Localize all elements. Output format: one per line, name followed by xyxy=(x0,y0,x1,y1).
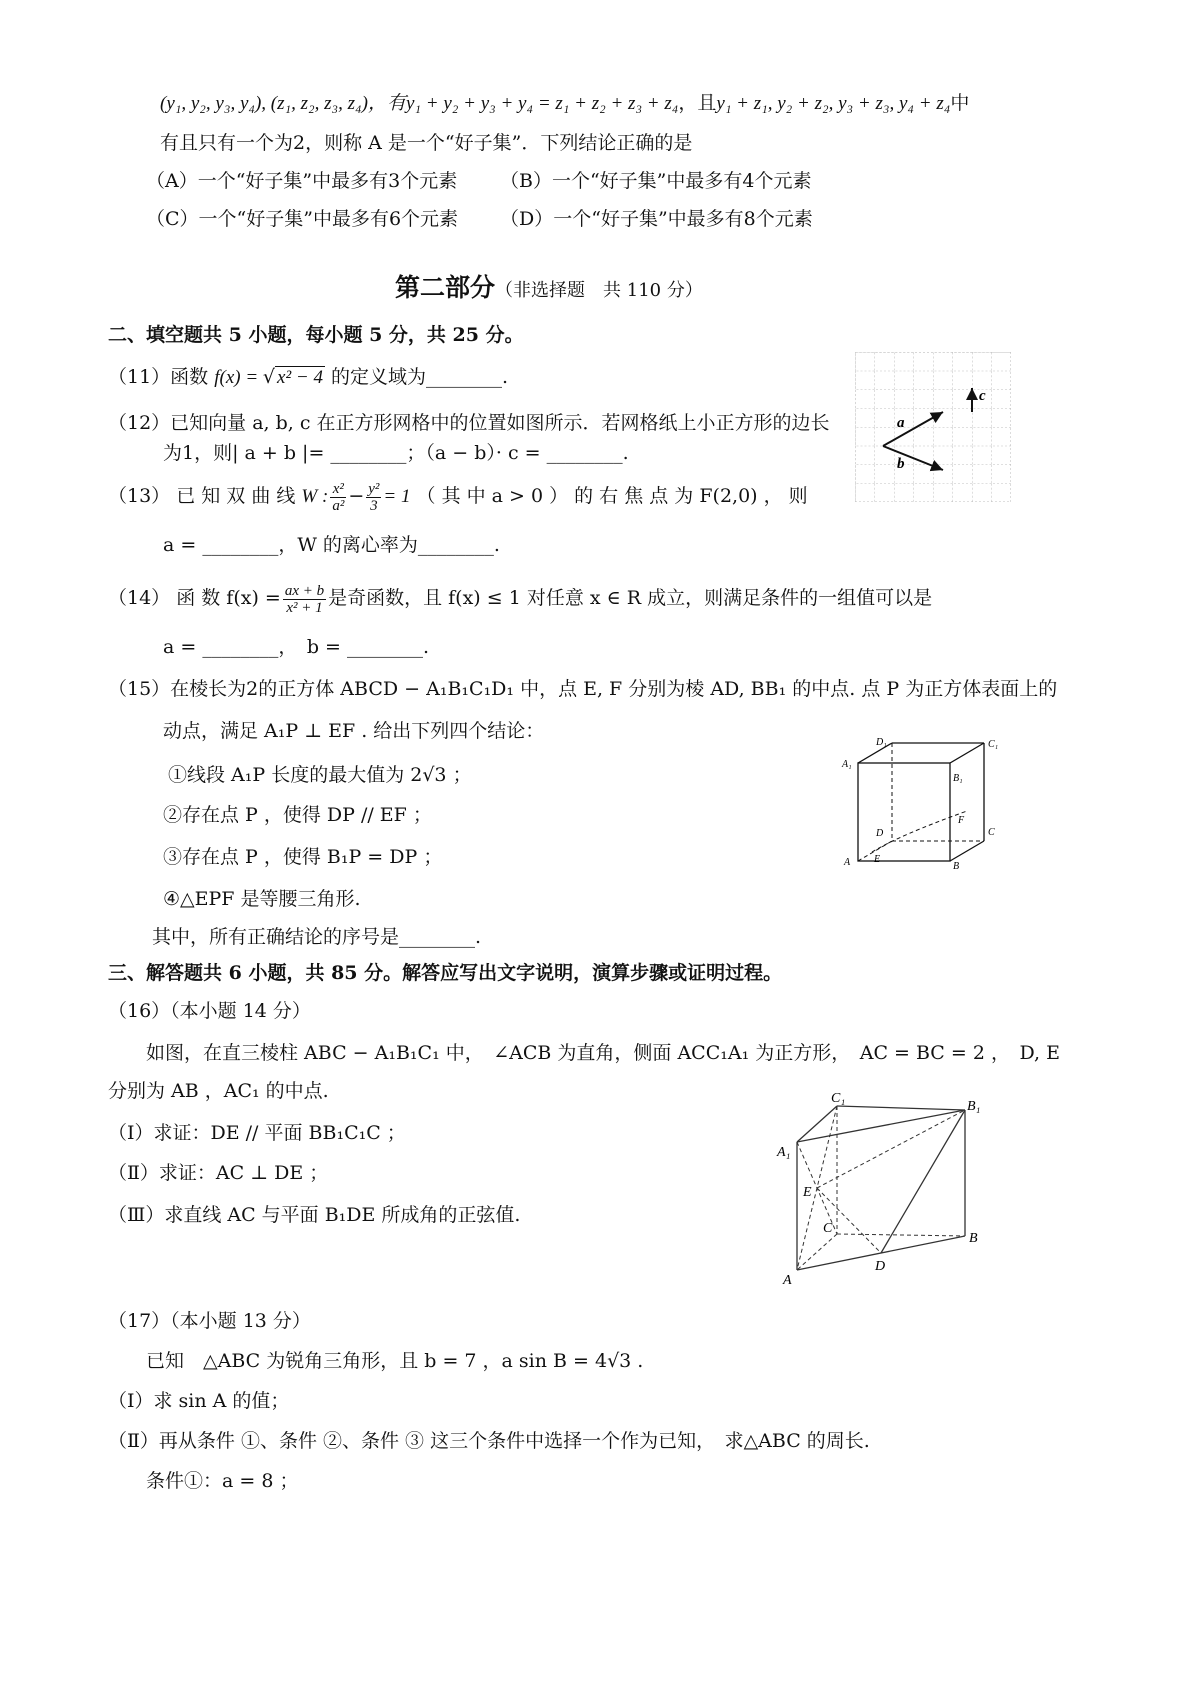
q17-part2: （Ⅱ）再从条件 ①、条件 ②、条件 ③ 这三个条件中选择一个作为已知， 求△ABC 的周长. xyxy=(108,1430,870,1452)
q10-line2: 有且只有一个为2，则称 A 是一个“好子集”．下列结论正确的是 xyxy=(160,132,693,154)
q10-option-c: （C）一个“好子集”中最多有6个元素 xyxy=(146,208,459,230)
q14-line1: （14） 函 数 f(x) = $\frac{ax + b}{\text{x² + 1}}$ 是奇函数，且 f(x) ≤ 1 对任意 x ∈ R 成立，则满足条件的一组值可以是 xyxy=(108,582,933,616)
label-C1: C₁ xyxy=(988,739,999,750)
q15-line2: 动点，满足 A₁P ⊥ EF . 给出下列四个结论： xyxy=(163,720,545,742)
q13-line1: （13） 已 知 双 曲 线 W : $\frac{\text{x²}}{\text{a²}}$ − $\frac{\text{y²}}{3}$ = 1 （ 其 中 a > 0 ） 的 右 焦 点 为 F(2,0) ， 则 xyxy=(108,480,808,514)
q17-condition-1: 条件①：a = 8 ； xyxy=(146,1470,299,1492)
q12-line2: 为1，则| a + b |= ________；（a − b）· c = ________. xyxy=(163,442,629,464)
prism-figure xyxy=(775,1090,1005,1290)
label-B1: B₁ xyxy=(967,1099,981,1114)
q17-part1: （Ⅰ）求 sin A 的值； xyxy=(108,1390,290,1412)
label-a: a xyxy=(897,415,905,431)
label-E: E xyxy=(874,854,881,865)
label-D: D xyxy=(876,828,884,839)
q15-conclusion-3: ③存在点 P ，使得 B₁P = DP ； xyxy=(163,846,443,868)
q15-conclusion-2: ②存在点 P ，使得 DP // EF ； xyxy=(163,804,432,826)
label-A: A xyxy=(844,857,851,868)
q16-part1: （Ⅰ）求证：DE // 平面 BB₁C₁C ； xyxy=(108,1122,406,1144)
label-C: C xyxy=(988,827,995,838)
label-b: b xyxy=(897,456,905,472)
vector-grid-figure xyxy=(855,352,1011,502)
label-B1: B₁ xyxy=(953,773,963,784)
q16-part2: （Ⅱ）求证：AC ⊥ DE ； xyxy=(108,1162,329,1184)
q10-option-a: （A）一个“好子集”中最多有3个元素 xyxy=(146,170,458,192)
label-C: C xyxy=(823,1221,833,1236)
label-F: F xyxy=(958,815,965,826)
label-A1: A₁ xyxy=(842,759,852,770)
q16-line1: 如图，在直三棱柱 ABC − A₁B₁C₁ 中， ∠ACB 为直角，侧面 ACC₁A₁ 为正方形， AC = BC = 2 ， D, E xyxy=(146,1042,1060,1064)
q10-option-d: （D）一个“好子集”中最多有8个元素 xyxy=(500,208,813,230)
q16-head: （16）（本小题 14 分） xyxy=(108,1000,311,1022)
q14-line2: a = ________， b = ________. xyxy=(163,636,430,658)
label-B: B xyxy=(969,1231,978,1246)
cube-figure xyxy=(840,735,1010,875)
q15-conclusion-4: ④△EPF 是等腰三角形. xyxy=(163,888,361,910)
q10-line1: (y₁, y₂, y₃, y₄), (z₁, z₂, z₃, z₄)，有y₁ + y₂ + y₃ + y₄ = z₁ + z₂ + z₃ + z₄，且y₁ + z₁, y₂ + z₂, y₃ + z₃, y₄ + z₄中 xyxy=(160,92,970,114)
part2-title: 第二部分（非选择题 共 110 分） xyxy=(395,273,703,302)
q16-part3: （Ⅲ）求直线 AC 与平面 B₁DE 所成角的正弦值. xyxy=(108,1204,521,1226)
q15-conclusion-1: ①线段 A₁P 长度的最大值为 2√3 ； xyxy=(168,764,472,786)
label-B: B xyxy=(953,861,960,872)
label-D1: D₁ xyxy=(876,737,887,748)
label-c: c xyxy=(979,388,986,404)
q17-line1: 已知 △ABC 为锐角三角形，且 b = 7 ，a sin B = 4√3 . xyxy=(146,1350,644,1372)
q17-head: （17）（本小题 13 分） xyxy=(108,1310,311,1332)
label-A1: A₁ xyxy=(777,1145,791,1160)
label-E: E xyxy=(803,1185,812,1200)
q11: （11）函数 f(x) = √ x² − 4 的定义域为________. xyxy=(108,366,509,388)
q16-line2: 分别为 AB ，AC₁ 的中点. xyxy=(108,1080,329,1102)
section3-heading: 三、解答题共 6 小题，共 85 分。解答应写出文字说明，演算步骤或证明过程。 xyxy=(108,962,783,984)
label-D: D xyxy=(875,1259,886,1274)
label-C1: C₁ xyxy=(831,1091,846,1106)
q12-line1: （12）已知向量 a, b, c 在正方形网格中的位置如图所示．若网格纸上小正方形的边长 xyxy=(108,412,830,434)
q15-ask: 其中，所有正确结论的序号是________. xyxy=(152,926,482,948)
q15-line1: （15）在棱长为2的正方体 ABCD − A₁B₁C₁D₁ 中，点 E, F 分别为棱 AD, BB₁ 的中点. 点 P 为正方体表面上的 xyxy=(108,678,1058,700)
q13-line2: a = ________，W 的离心率为________. xyxy=(163,534,500,556)
label-A: A xyxy=(783,1273,792,1288)
section2-heading: 二、填空题共 5 小题，每小题 5 分，共 25 分。 xyxy=(108,324,524,346)
q10-option-b: （B）一个“好子集”中最多有4个元素 xyxy=(500,170,812,192)
